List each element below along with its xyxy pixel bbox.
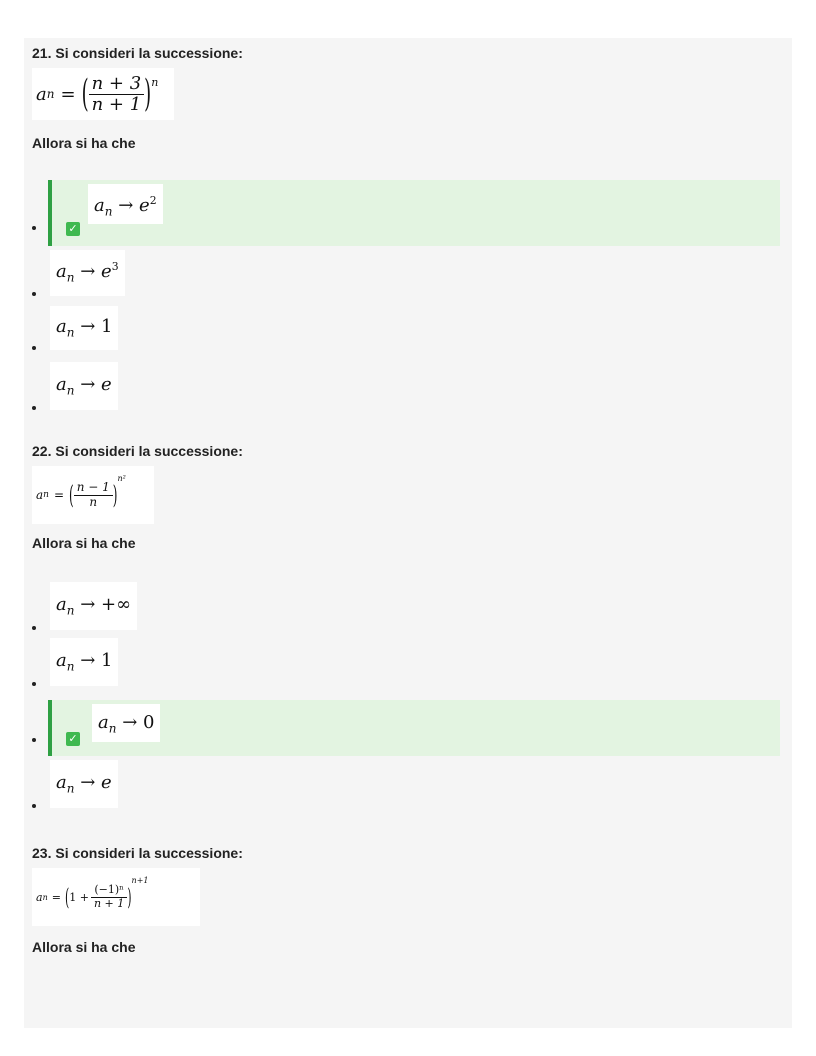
- formula-lhs: a: [36, 488, 44, 502]
- formula-sub: n: [42, 892, 48, 902]
- fraction-numerator: n + 3: [89, 74, 145, 95]
- question-prompt: Allora si ha che: [32, 939, 136, 955]
- bullet: [32, 226, 36, 230]
- formula-lhs: a: [36, 83, 47, 105]
- check-icon: ✓: [66, 222, 80, 236]
- bullet: [32, 682, 36, 686]
- option-22-b[interactable]: [24, 638, 776, 690]
- formula-sub: n: [46, 87, 55, 101]
- formula-fraction: [91, 884, 127, 909]
- fraction-denominator: n + 1: [91, 93, 142, 115]
- bullet: [32, 406, 36, 410]
- bullet: [32, 738, 36, 742]
- option-22-d[interactable]: [24, 760, 776, 812]
- paren-right: ): [112, 480, 118, 510]
- option-formula: $a_n$ → +∞: [50, 582, 137, 630]
- option-21-d[interactable]: [24, 362, 776, 414]
- option-formula: $a_n \to 0$: [92, 704, 160, 742]
- sequence-formula: [32, 68, 174, 120]
- fraction-numerator: n − 1: [74, 481, 113, 495]
- formula-lhs: a: [36, 890, 43, 904]
- formula-eq: =: [60, 83, 76, 105]
- question-prompt: Allora si ha che: [32, 135, 136, 151]
- formula-one-plus: 1 +: [69, 890, 89, 904]
- sequence-formula: [32, 868, 200, 926]
- option-21-b[interactable]: [24, 250, 776, 298]
- formula-eq: =: [53, 488, 65, 502]
- formula-fraction: [89, 74, 145, 115]
- question-title: 22. Si consideri la successione:: [32, 443, 243, 459]
- formula-exponent: n²: [117, 474, 126, 483]
- paren-left: (: [81, 71, 89, 117]
- question-prompt: Allora si ha che: [32, 535, 136, 551]
- option-formula: $a_n \to e$: [50, 362, 118, 410]
- paren-left: (: [69, 480, 74, 510]
- formula-exponent: n: [151, 76, 159, 89]
- option-22-c[interactable]: [24, 700, 776, 758]
- option-formula: $a_n \to e^2$: [88, 184, 163, 224]
- check-icon: ✓: [66, 732, 80, 746]
- formula-eq: =: [51, 890, 61, 904]
- sequence-formula: [32, 466, 154, 524]
- option-21-a[interactable]: [24, 180, 776, 246]
- paren-right: ): [127, 883, 132, 911]
- formula-fraction: [74, 481, 113, 508]
- fraction-denominator: n: [89, 494, 98, 509]
- paren-right: ): [144, 71, 152, 117]
- option-formula: $a_n \to e$: [50, 760, 118, 808]
- question-21: [32, 44, 784, 152]
- quiz-page: [24, 38, 792, 1028]
- question-title: 21. Si consideri la successione:: [32, 45, 243, 61]
- option-22-a[interactable]: [24, 582, 776, 634]
- bullet: [32, 626, 36, 630]
- option-21-c[interactable]: [24, 306, 776, 354]
- option-formula: $a_n \to 1$: [50, 638, 118, 686]
- question-23: [32, 844, 784, 956]
- option-formula: $a_n \to e^3$: [50, 250, 125, 296]
- question-22: [32, 442, 784, 552]
- fraction-denominator: n + 1: [93, 896, 125, 910]
- bullet: [32, 346, 36, 350]
- formula-sub: n: [43, 490, 49, 500]
- paren-left: (: [64, 883, 70, 911]
- option-formula: $a_n \to 1$: [50, 306, 118, 350]
- bullet: [32, 292, 36, 296]
- bullet: [32, 804, 36, 808]
- formula-exponent: n+1: [131, 876, 149, 885]
- fraction-numerator: (−1)ⁿ: [91, 884, 127, 897]
- question-title: 23. Si consideri la successione:: [32, 845, 243, 861]
